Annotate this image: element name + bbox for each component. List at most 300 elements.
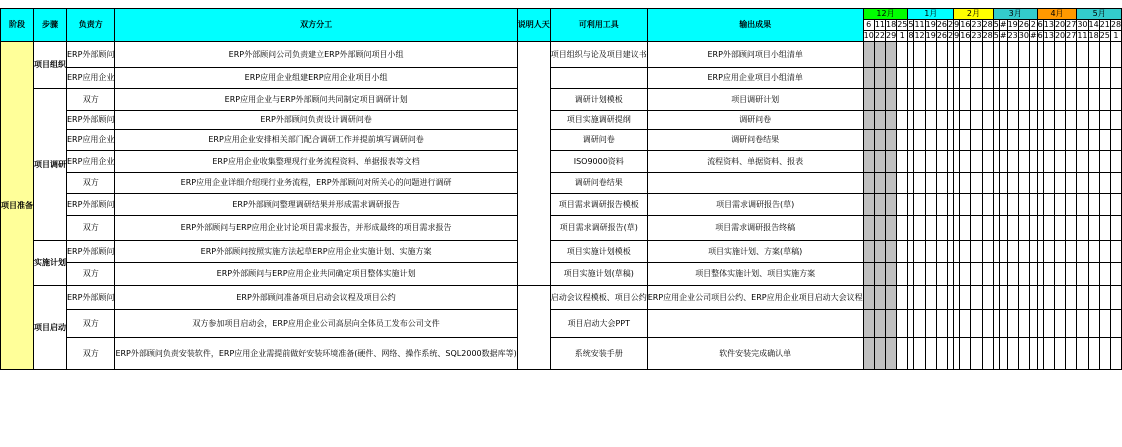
- schedule-cell[interactable]: [914, 68, 925, 89]
- schedule-cell[interactable]: [863, 68, 874, 89]
- week-cell[interactable]: 23: [1007, 31, 1018, 40]
- schedule-cell[interactable]: [886, 286, 897, 310]
- owner-cell[interactable]: 双方: [67, 263, 115, 286]
- schedule-cell[interactable]: [1066, 241, 1077, 263]
- week-cell[interactable]: 20: [1054, 20, 1066, 29]
- schedule-cell[interactable]: [1029, 216, 1037, 241]
- schedule-cell[interactable]: [1110, 151, 1121, 173]
- owner-cell[interactable]: ERP外部顾问: [67, 42, 115, 68]
- schedule-cell[interactable]: [1007, 286, 1018, 310]
- schedule-cell[interactable]: [1077, 151, 1088, 173]
- schedule-cell[interactable]: [1077, 194, 1088, 216]
- schedule-cell[interactable]: [1029, 42, 1037, 68]
- week-cell[interactable]: 16: [960, 31, 971, 40]
- tools-cell[interactable]: ISO9000资料: [550, 151, 647, 173]
- schedule-cell[interactable]: [999, 42, 1007, 68]
- schedule-cell[interactable]: [925, 310, 936, 338]
- schedule-cell[interactable]: [1043, 173, 1054, 194]
- week-cell[interactable]: 19: [925, 20, 936, 29]
- schedule-cell[interactable]: [1088, 111, 1099, 130]
- schedule-cell[interactable]: [971, 310, 982, 338]
- schedule-cell[interactable]: [897, 89, 908, 111]
- header-phase[interactable]: 阶段: [1, 9, 34, 42]
- week-cell[interactable]: 9: [954, 20, 960, 29]
- schedule-cell[interactable]: [925, 42, 936, 68]
- schedule-cell[interactable]: [914, 338, 925, 370]
- output-cell[interactable]: [647, 310, 863, 338]
- schedule-cell[interactable]: [1099, 216, 1110, 241]
- schedule-cell[interactable]: [1018, 173, 1029, 194]
- output-cell[interactable]: 项目调研计划: [647, 89, 863, 111]
- schedule-cell[interactable]: [960, 42, 971, 68]
- schedule-cell[interactable]: [1043, 130, 1054, 151]
- schedule-cell[interactable]: [1007, 216, 1018, 241]
- schedule-cell[interactable]: [960, 241, 971, 263]
- schedule-cell[interactable]: [999, 130, 1007, 151]
- division-cell[interactable]: ERP外部顾问与ERP应用企业共同确定项目整体实施计划: [115, 263, 517, 286]
- schedule-cell[interactable]: [1029, 68, 1037, 89]
- schedule-cell[interactable]: [999, 151, 1007, 173]
- schedule-cell[interactable]: [1007, 89, 1018, 111]
- division-cell[interactable]: ERP外部顾问按照实施方法起草ERP应用企业实施计划、实施方案: [115, 241, 517, 263]
- schedule-cell[interactable]: [971, 89, 982, 111]
- schedule-cell[interactable]: [886, 173, 897, 194]
- week-cell[interactable]: #: [999, 20, 1007, 29]
- schedule-cell[interactable]: [863, 130, 874, 151]
- schedule-cell[interactable]: [936, 194, 947, 216]
- schedule-cell[interactable]: [1043, 89, 1054, 111]
- week-cell[interactable]: 20: [1054, 31, 1066, 40]
- schedule-cell[interactable]: [863, 216, 874, 241]
- schedule-cell[interactable]: [1007, 151, 1018, 173]
- schedule-cell[interactable]: [1007, 241, 1018, 263]
- week-cell[interactable]: 6: [863, 20, 874, 31]
- schedule-cell[interactable]: [925, 89, 936, 111]
- schedule-cell[interactable]: [1088, 338, 1099, 370]
- schedule-cell[interactable]: [1043, 286, 1054, 310]
- month-header[interactable]: 2月: [954, 9, 994, 20]
- week-cell[interactable]: 10: [863, 31, 874, 40]
- month-header[interactable]: 3月: [993, 9, 1037, 20]
- schedule-cell[interactable]: [971, 241, 982, 263]
- schedule-cell[interactable]: [936, 42, 947, 68]
- schedule-cell[interactable]: [982, 310, 993, 338]
- week-cell[interactable]: 5: [908, 20, 914, 29]
- schedule-cell[interactable]: [1088, 42, 1099, 68]
- schedule-cell[interactable]: [925, 111, 936, 130]
- week-cell[interactable]: #: [999, 31, 1007, 40]
- week-cell[interactable]: 19: [925, 31, 936, 40]
- schedule-cell[interactable]: [925, 338, 936, 370]
- schedule-cell[interactable]: [886, 42, 897, 68]
- schedule-cell[interactable]: [1099, 173, 1110, 194]
- schedule-cell[interactable]: [886, 194, 897, 216]
- week-cell[interactable]: 1: [897, 31, 908, 42]
- schedule-cell[interactable]: [874, 241, 885, 263]
- schedule-cell[interactable]: [1099, 286, 1110, 310]
- schedule-cell[interactable]: [982, 68, 993, 89]
- schedule-cell[interactable]: [874, 286, 885, 310]
- schedule-cell[interactable]: [897, 173, 908, 194]
- schedule-cell[interactable]: [886, 111, 897, 130]
- week-cell[interactable]: 28: [982, 31, 993, 40]
- schedule-cell[interactable]: [1077, 68, 1088, 89]
- schedule-cell[interactable]: [936, 310, 947, 338]
- schedule-cell[interactable]: [982, 173, 993, 194]
- schedule-cell[interactable]: [960, 173, 971, 194]
- schedule-cell[interactable]: [897, 241, 908, 263]
- schedule-cell[interactable]: [874, 263, 885, 286]
- division-cell[interactable]: ERP应用企业安排相关部门配合调研工作并提前填写调研问卷: [115, 130, 517, 151]
- schedule-cell[interactable]: [1029, 130, 1037, 151]
- schedule-cell[interactable]: [1007, 42, 1018, 68]
- week-cell[interactable]: 25: [897, 20, 908, 29]
- tools-cell[interactable]: [550, 68, 647, 89]
- schedule-cell[interactable]: [971, 216, 982, 241]
- schedule-cell[interactable]: [1110, 216, 1121, 241]
- schedule-cell[interactable]: [874, 338, 885, 370]
- schedule-cell[interactable]: [960, 111, 971, 130]
- schedule-cell[interactable]: [1066, 111, 1077, 130]
- schedule-cell[interactable]: [999, 263, 1007, 286]
- schedule-cell[interactable]: [1007, 263, 1018, 286]
- schedule-cell[interactable]: [925, 263, 936, 286]
- week-cell[interactable]: 26: [936, 31, 948, 40]
- schedule-cell[interactable]: [1007, 173, 1018, 194]
- schedule-cell[interactable]: [1066, 151, 1077, 173]
- week-cell[interactable]: 11: [914, 20, 925, 29]
- schedule-cell[interactable]: [1018, 241, 1029, 263]
- schedule-cell[interactable]: [914, 241, 925, 263]
- division-cell[interactable]: 双方参加项目启动会，ERP应用企业公司高层向全体员工发布公司文件: [115, 310, 517, 338]
- schedule-cell[interactable]: [1054, 310, 1065, 338]
- schedule-cell[interactable]: [1099, 68, 1110, 89]
- schedule-cell[interactable]: [936, 151, 947, 173]
- schedule-cell[interactable]: [874, 194, 885, 216]
- division-cell[interactable]: ERP外部顾问负责安装软件，ERP应用企业需提前做好安装环境准备(硬件、网络、操作系统、SQL2000数据库等): [115, 338, 517, 370]
- schedule-cell[interactable]: [1099, 338, 1110, 370]
- schedule-cell[interactable]: [999, 286, 1007, 310]
- schedule-cell[interactable]: [936, 130, 947, 151]
- output-cell[interactable]: [647, 173, 863, 194]
- week-cell[interactable]: 5: [993, 31, 999, 40]
- schedule-cell[interactable]: [1043, 338, 1054, 370]
- schedule-cell[interactable]: [1018, 216, 1029, 241]
- schedule-cell[interactable]: [874, 42, 885, 68]
- week-cell[interactable]: 25: [1099, 31, 1110, 40]
- schedule-cell[interactable]: [914, 216, 925, 241]
- schedule-cell[interactable]: [1088, 194, 1099, 216]
- schedule-cell[interactable]: [1029, 194, 1037, 216]
- tools-cell[interactable]: 系统安装手册: [550, 338, 647, 370]
- header-manday[interactable]: 说明人天: [517, 9, 550, 42]
- schedule-cell[interactable]: [999, 216, 1007, 241]
- schedule-cell[interactable]: [1088, 241, 1099, 263]
- schedule-cell[interactable]: [1054, 286, 1065, 310]
- schedule-cell[interactable]: [1110, 111, 1121, 130]
- schedule-cell[interactable]: [886, 151, 897, 173]
- schedule-cell[interactable]: [925, 194, 936, 216]
- header-division[interactable]: 双方分工: [115, 9, 517, 42]
- schedule-cell[interactable]: [971, 151, 982, 173]
- tools-cell[interactable]: 项目启动大会PPT: [550, 310, 647, 338]
- schedule-cell[interactable]: [886, 68, 897, 89]
- division-cell[interactable]: ERP外部顾问公司负责建立ERP外部顾问项目小组: [115, 42, 517, 68]
- schedule-cell[interactable]: [886, 89, 897, 111]
- owner-cell[interactable]: ERP应用企业: [67, 68, 115, 89]
- schedule-cell[interactable]: [1099, 241, 1110, 263]
- schedule-cell[interactable]: [897, 194, 908, 216]
- schedule-cell[interactable]: [1066, 68, 1077, 89]
- owner-cell[interactable]: 双方: [67, 338, 115, 370]
- schedule-cell[interactable]: [936, 68, 947, 89]
- schedule-cell[interactable]: [863, 42, 874, 68]
- schedule-cell[interactable]: [874, 151, 885, 173]
- schedule-cell[interactable]: [863, 310, 874, 338]
- schedule-cell[interactable]: [925, 286, 936, 310]
- week-cell[interactable]: 30: [1077, 20, 1088, 29]
- division-cell[interactable]: ERP外部顾问准备项目启动会议程及项目公约: [115, 286, 517, 310]
- schedule-cell[interactable]: [914, 42, 925, 68]
- schedule-cell[interactable]: [1043, 42, 1054, 68]
- schedule-cell[interactable]: [863, 263, 874, 286]
- division-cell[interactable]: ERP外部顾问与ERP应用企业讨论项目需求报告，并形成最终的项目需求报告: [115, 216, 517, 241]
- week-cell[interactable]: 28: [1110, 20, 1122, 29]
- schedule-cell[interactable]: [1054, 194, 1065, 216]
- schedule-cell[interactable]: [1054, 173, 1065, 194]
- schedule-cell[interactable]: [1088, 263, 1099, 286]
- schedule-cell[interactable]: [960, 286, 971, 310]
- step-cell[interactable]: 项目启动: [34, 286, 67, 370]
- schedule-cell[interactable]: [982, 216, 993, 241]
- schedule-cell[interactable]: [1018, 151, 1029, 173]
- schedule-cell[interactable]: [1066, 286, 1077, 310]
- output-cell[interactable]: 项目整体实施计划、项目实施方案: [647, 263, 863, 286]
- week-cell[interactable]: 30: [1018, 31, 1029, 40]
- schedule-cell[interactable]: [1066, 42, 1077, 68]
- schedule-cell[interactable]: [1077, 263, 1088, 286]
- schedule-cell[interactable]: [1018, 338, 1029, 370]
- schedule-cell[interactable]: [1099, 310, 1110, 338]
- schedule-cell[interactable]: [982, 338, 993, 370]
- schedule-cell[interactable]: [914, 89, 925, 111]
- schedule-cell[interactable]: [886, 241, 897, 263]
- week-cell[interactable]: 12: [914, 31, 925, 40]
- week-cell[interactable]: 16: [960, 20, 971, 29]
- owner-cell[interactable]: ERP应用企业: [67, 151, 115, 173]
- schedule-cell[interactable]: [1110, 263, 1121, 286]
- schedule-cell[interactable]: [1110, 241, 1121, 263]
- schedule-cell[interactable]: [971, 173, 982, 194]
- schedule-cell[interactable]: [1077, 338, 1088, 370]
- week-cell[interactable]: 22: [874, 31, 885, 40]
- manday-cell[interactable]: [517, 42, 550, 286]
- schedule-cell[interactable]: [1088, 173, 1099, 194]
- schedule-cell[interactable]: [936, 263, 947, 286]
- week-cell[interactable]: 8: [908, 31, 914, 40]
- schedule-cell[interactable]: [1018, 310, 1029, 338]
- schedule-cell[interactable]: [874, 89, 885, 111]
- output-cell[interactable]: 调研问卷: [647, 111, 863, 130]
- schedule-cell[interactable]: [886, 263, 897, 286]
- schedule-cell[interactable]: [999, 310, 1007, 338]
- schedule-cell[interactable]: [1066, 173, 1077, 194]
- week-cell[interactable]: 27: [1066, 20, 1077, 29]
- schedule-cell[interactable]: [960, 68, 971, 89]
- schedule-cell[interactable]: [1088, 89, 1099, 111]
- schedule-cell[interactable]: [1088, 151, 1099, 173]
- schedule-cell[interactable]: [914, 173, 925, 194]
- schedule-cell[interactable]: [1043, 216, 1054, 241]
- schedule-cell[interactable]: [1029, 338, 1037, 370]
- schedule-cell[interactable]: [1029, 286, 1037, 310]
- tools-cell[interactable]: 项目组织与论及项目建议书: [550, 42, 647, 68]
- schedule-cell[interactable]: [1043, 68, 1054, 89]
- schedule-cell[interactable]: [936, 89, 947, 111]
- week-cell[interactable]: 11: [1077, 31, 1088, 40]
- schedule-cell[interactable]: [874, 310, 885, 338]
- schedule-cell[interactable]: [999, 173, 1007, 194]
- schedule-cell[interactable]: [1029, 89, 1037, 111]
- manday-cell[interactable]: [517, 286, 550, 370]
- schedule-cell[interactable]: [971, 111, 982, 130]
- month-header[interactable]: 12月: [863, 9, 908, 20]
- schedule-cell[interactable]: [863, 151, 874, 173]
- tools-cell[interactable]: 项目实施计划模板: [550, 241, 647, 263]
- tools-cell[interactable]: 启动会议程模板、项目公约: [550, 286, 647, 310]
- owner-cell[interactable]: ERP应用企业: [67, 130, 115, 151]
- owner-cell[interactable]: 双方: [67, 173, 115, 194]
- schedule-cell[interactable]: [1007, 194, 1018, 216]
- schedule-cell[interactable]: [897, 151, 908, 173]
- schedule-cell[interactable]: [1110, 286, 1121, 310]
- division-cell[interactable]: ERP外部顾问整理调研结果并形成需求调研报告: [115, 194, 517, 216]
- schedule-cell[interactable]: [914, 263, 925, 286]
- schedule-cell[interactable]: [1088, 216, 1099, 241]
- schedule-cell[interactable]: [925, 68, 936, 89]
- schedule-cell[interactable]: [1099, 42, 1110, 68]
- schedule-cell[interactable]: [914, 286, 925, 310]
- schedule-cell[interactable]: [925, 130, 936, 151]
- division-cell[interactable]: ERP外部顾问负责设计调研问卷: [115, 111, 517, 130]
- step-cell[interactable]: 项目组织: [34, 42, 67, 89]
- schedule-cell[interactable]: [1099, 151, 1110, 173]
- schedule-cell[interactable]: [960, 151, 971, 173]
- schedule-cell[interactable]: [1077, 111, 1088, 130]
- schedule-cell[interactable]: [1110, 338, 1121, 370]
- schedule-cell[interactable]: [1077, 173, 1088, 194]
- schedule-cell[interactable]: [1029, 310, 1037, 338]
- schedule-cell[interactable]: [971, 338, 982, 370]
- schedule-cell[interactable]: [863, 194, 874, 216]
- header-output[interactable]: 输出成果: [647, 9, 863, 42]
- division-cell[interactable]: ERP应用企业组建ERP应用企业项目小组: [115, 68, 517, 89]
- schedule-cell[interactable]: [897, 216, 908, 241]
- schedule-cell[interactable]: [1043, 241, 1054, 263]
- schedule-cell[interactable]: [925, 216, 936, 241]
- schedule-cell[interactable]: [863, 111, 874, 130]
- schedule-cell[interactable]: [1110, 173, 1121, 194]
- owner-cell[interactable]: ERP外部顾问: [67, 286, 115, 310]
- header-owner[interactable]: 负责方: [67, 9, 115, 42]
- schedule-cell[interactable]: [897, 263, 908, 286]
- schedule-cell[interactable]: [960, 130, 971, 151]
- schedule-cell[interactable]: [1099, 89, 1110, 111]
- week-cell[interactable]: 6: [1037, 31, 1043, 40]
- schedule-cell[interactable]: [971, 263, 982, 286]
- schedule-cell[interactable]: [1077, 241, 1088, 263]
- schedule-cell[interactable]: [1018, 68, 1029, 89]
- tools-cell[interactable]: 项目实施调研提纲: [550, 111, 647, 130]
- schedule-cell[interactable]: [1088, 286, 1099, 310]
- schedule-cell[interactable]: [897, 338, 908, 370]
- division-cell[interactable]: ERP应用企业收集整理现行业务流程资料、单据报表等文档: [115, 151, 517, 173]
- schedule-cell[interactable]: [1066, 130, 1077, 151]
- week-cell[interactable]: 29: [886, 31, 897, 40]
- schedule-cell[interactable]: [982, 194, 993, 216]
- schedule-cell[interactable]: [971, 130, 982, 151]
- week-cell[interactable]: 2: [948, 20, 954, 29]
- schedule-cell[interactable]: [1054, 42, 1065, 68]
- schedule-cell[interactable]: [1029, 151, 1037, 173]
- schedule-cell[interactable]: [886, 216, 897, 241]
- schedule-cell[interactable]: [1018, 286, 1029, 310]
- schedule-cell[interactable]: [1054, 263, 1065, 286]
- schedule-cell[interactable]: [1099, 111, 1110, 130]
- schedule-cell[interactable]: [1066, 194, 1077, 216]
- output-cell[interactable]: 项目需求调研报告(草): [647, 194, 863, 216]
- schedule-cell[interactable]: [1054, 111, 1065, 130]
- schedule-cell[interactable]: [886, 310, 897, 338]
- schedule-cell[interactable]: [1110, 130, 1121, 151]
- schedule-cell[interactable]: [1077, 310, 1088, 338]
- schedule-cell[interactable]: [914, 194, 925, 216]
- schedule-cell[interactable]: [936, 216, 947, 241]
- schedule-cell[interactable]: [1043, 310, 1054, 338]
- schedule-cell[interactable]: [1054, 216, 1065, 241]
- schedule-cell[interactable]: [971, 194, 982, 216]
- output-cell[interactable]: ERP应用企业公司项目公约、ERP应用企业项目启动大会议程: [647, 286, 863, 310]
- schedule-cell[interactable]: [897, 310, 908, 338]
- schedule-cell[interactable]: [1077, 130, 1088, 151]
- tools-cell[interactable]: 项目需求调研报告(草): [550, 216, 647, 241]
- schedule-cell[interactable]: [1054, 89, 1065, 111]
- week-cell[interactable]: 23: [971, 31, 982, 40]
- schedule-cell[interactable]: [936, 111, 947, 130]
- tools-cell[interactable]: 项目实施计划(草稿): [550, 263, 647, 286]
- schedule-cell[interactable]: [925, 241, 936, 263]
- schedule-cell[interactable]: [982, 151, 993, 173]
- header-tools[interactable]: 可利用工具: [550, 9, 647, 42]
- schedule-cell[interactable]: [1066, 310, 1077, 338]
- schedule-cell[interactable]: [982, 111, 993, 130]
- schedule-cell[interactable]: [1007, 111, 1018, 130]
- schedule-cell[interactable]: [874, 173, 885, 194]
- tools-cell[interactable]: 调研问卷: [550, 130, 647, 151]
- schedule-cell[interactable]: [1099, 130, 1110, 151]
- output-cell[interactable]: 调研问卷结果: [647, 130, 863, 151]
- schedule-cell[interactable]: [1054, 130, 1065, 151]
- week-cell[interactable]: 23: [971, 20, 982, 29]
- schedule-cell[interactable]: [897, 68, 908, 89]
- output-cell[interactable]: 项目实施计划、方案(草稿): [647, 241, 863, 263]
- schedule-cell[interactable]: [1099, 194, 1110, 216]
- schedule-cell[interactable]: [960, 338, 971, 370]
- week-cell[interactable]: 5: [993, 20, 999, 29]
- month-header[interactable]: 5月: [1077, 9, 1122, 20]
- schedule-cell[interactable]: [925, 151, 936, 173]
- schedule-cell[interactable]: [1088, 130, 1099, 151]
